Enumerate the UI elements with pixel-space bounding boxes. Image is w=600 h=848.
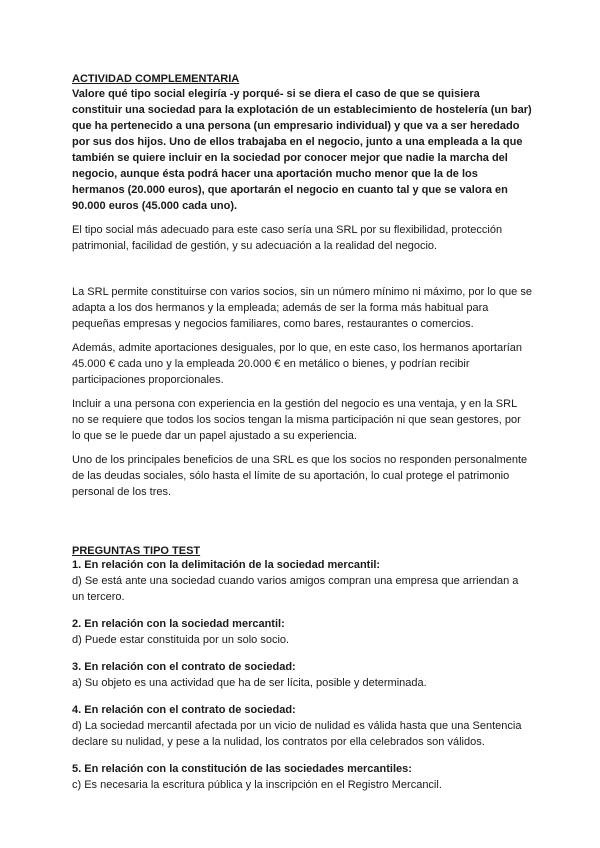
question-title: 5. En relación con la constitución de las sociedades mercantiles:	[72, 763, 412, 775]
question-item	[72, 617, 532, 648]
question-item	[72, 660, 532, 691]
question-item	[72, 703, 532, 750]
question-answer: d) Puede estar constituida por un solo socio.	[72, 634, 290, 646]
question-item	[72, 762, 532, 793]
question-answer: c) Es necesaria la escritura pública y la inscripción en el Registro Mercancil.	[72, 779, 442, 791]
test-heading: PREGUNTAS TIPO TEST	[72, 545, 201, 557]
question-answer: a) Su objeto es una actividad que ha de ser lícita, posible y determinada.	[72, 677, 427, 689]
activity-prompt: Valore qué tipo social elegiría -y porqué- si se diera el caso de que se quisiera constituir una sociedad para la explotación de un establecimiento de hostelería (un bar) que ha pertenecido a una persona (un empresario individual) y que va a ser heredado por sus dos hijos. Uno de ellos trabajaba en el negocio, junto a una empleada a la que también se quiere incluir en la sociedad por conocer mejor que nadie la marcha del negocio, aunque ésta podrá hacer una aportación mucho menor que la de los hermanos (20.000 euros), que aportarán el negocio en cuanto tal y que se valora en 90.000 euros (45.000 cada uno).	[72, 88, 532, 212]
answer-paragraph-4: Incluir a una persona con experiencia en la gestión del negocio es una ventaja, y en la SRL no se requiere que todos los socios tengan la misma participación ni que sean gestores, por lo que se le puede dar un papel ajustado a su experiencia.	[72, 398, 521, 442]
answer-paragraph-2: La SRL permite constituirse con varios socios, sin un número mínimo ni máximo, por lo que se adapta a los dos hermanos y la empleada; además de ser la forma más habitual para pequeñas empresas y negocios familiares, como bares, restaurantes o comercios.	[72, 286, 532, 330]
answer-paragraph-1: El tipo social más adecuado para este caso sería una SRL por su flexibilidad, protección patrimonial, facilidad de gestión, y su adecuación a la realidad del negocio.	[72, 224, 503, 252]
question-title: 2. En relación con la sociedad mercantil:	[72, 618, 285, 630]
test-section	[72, 544, 532, 793]
question-item	[72, 558, 532, 605]
question-title: 3. En relación con el contrato de sociedad:	[72, 661, 296, 673]
answer-paragraph-5: Uno de los principales beneficios de una SRL es que los socios no responden personalmente de las deudas sociales, sólo hasta el límite de su aportación, lo cual protege el patrimonio personal de los tres.	[72, 454, 528, 498]
question-title: 1. En relación con la delimitación de la sociedad mercantil:	[72, 559, 381, 571]
activity-heading: ACTIVIDAD COMPLEMENTARIA	[72, 73, 240, 85]
paragraph-spacer	[72, 262, 532, 284]
question-answer: d) Se está ante una sociedad cuando varios amigos compran una empresa que arriendan a un tercero.	[72, 575, 519, 603]
question-answer: d) La sociedad mercantil afectada por un vicio de nulidad es válida hasta que una Sentencia declare su nulidad, y pese a la nulidad, los contratos por ella celebrados son válidos.	[72, 720, 522, 748]
document-page	[72, 72, 532, 805]
answer-paragraph-3: Además, admite aportaciones desiguales, por lo que, en este caso, los hermanos aportarían 45.000 € cada uno y la empleada 20.000 € en metálico o bienes, y podrían recibir participaciones proporcionales.	[72, 342, 523, 386]
question-title: 4. En relación con el contrato de sociedad:	[72, 704, 296, 716]
